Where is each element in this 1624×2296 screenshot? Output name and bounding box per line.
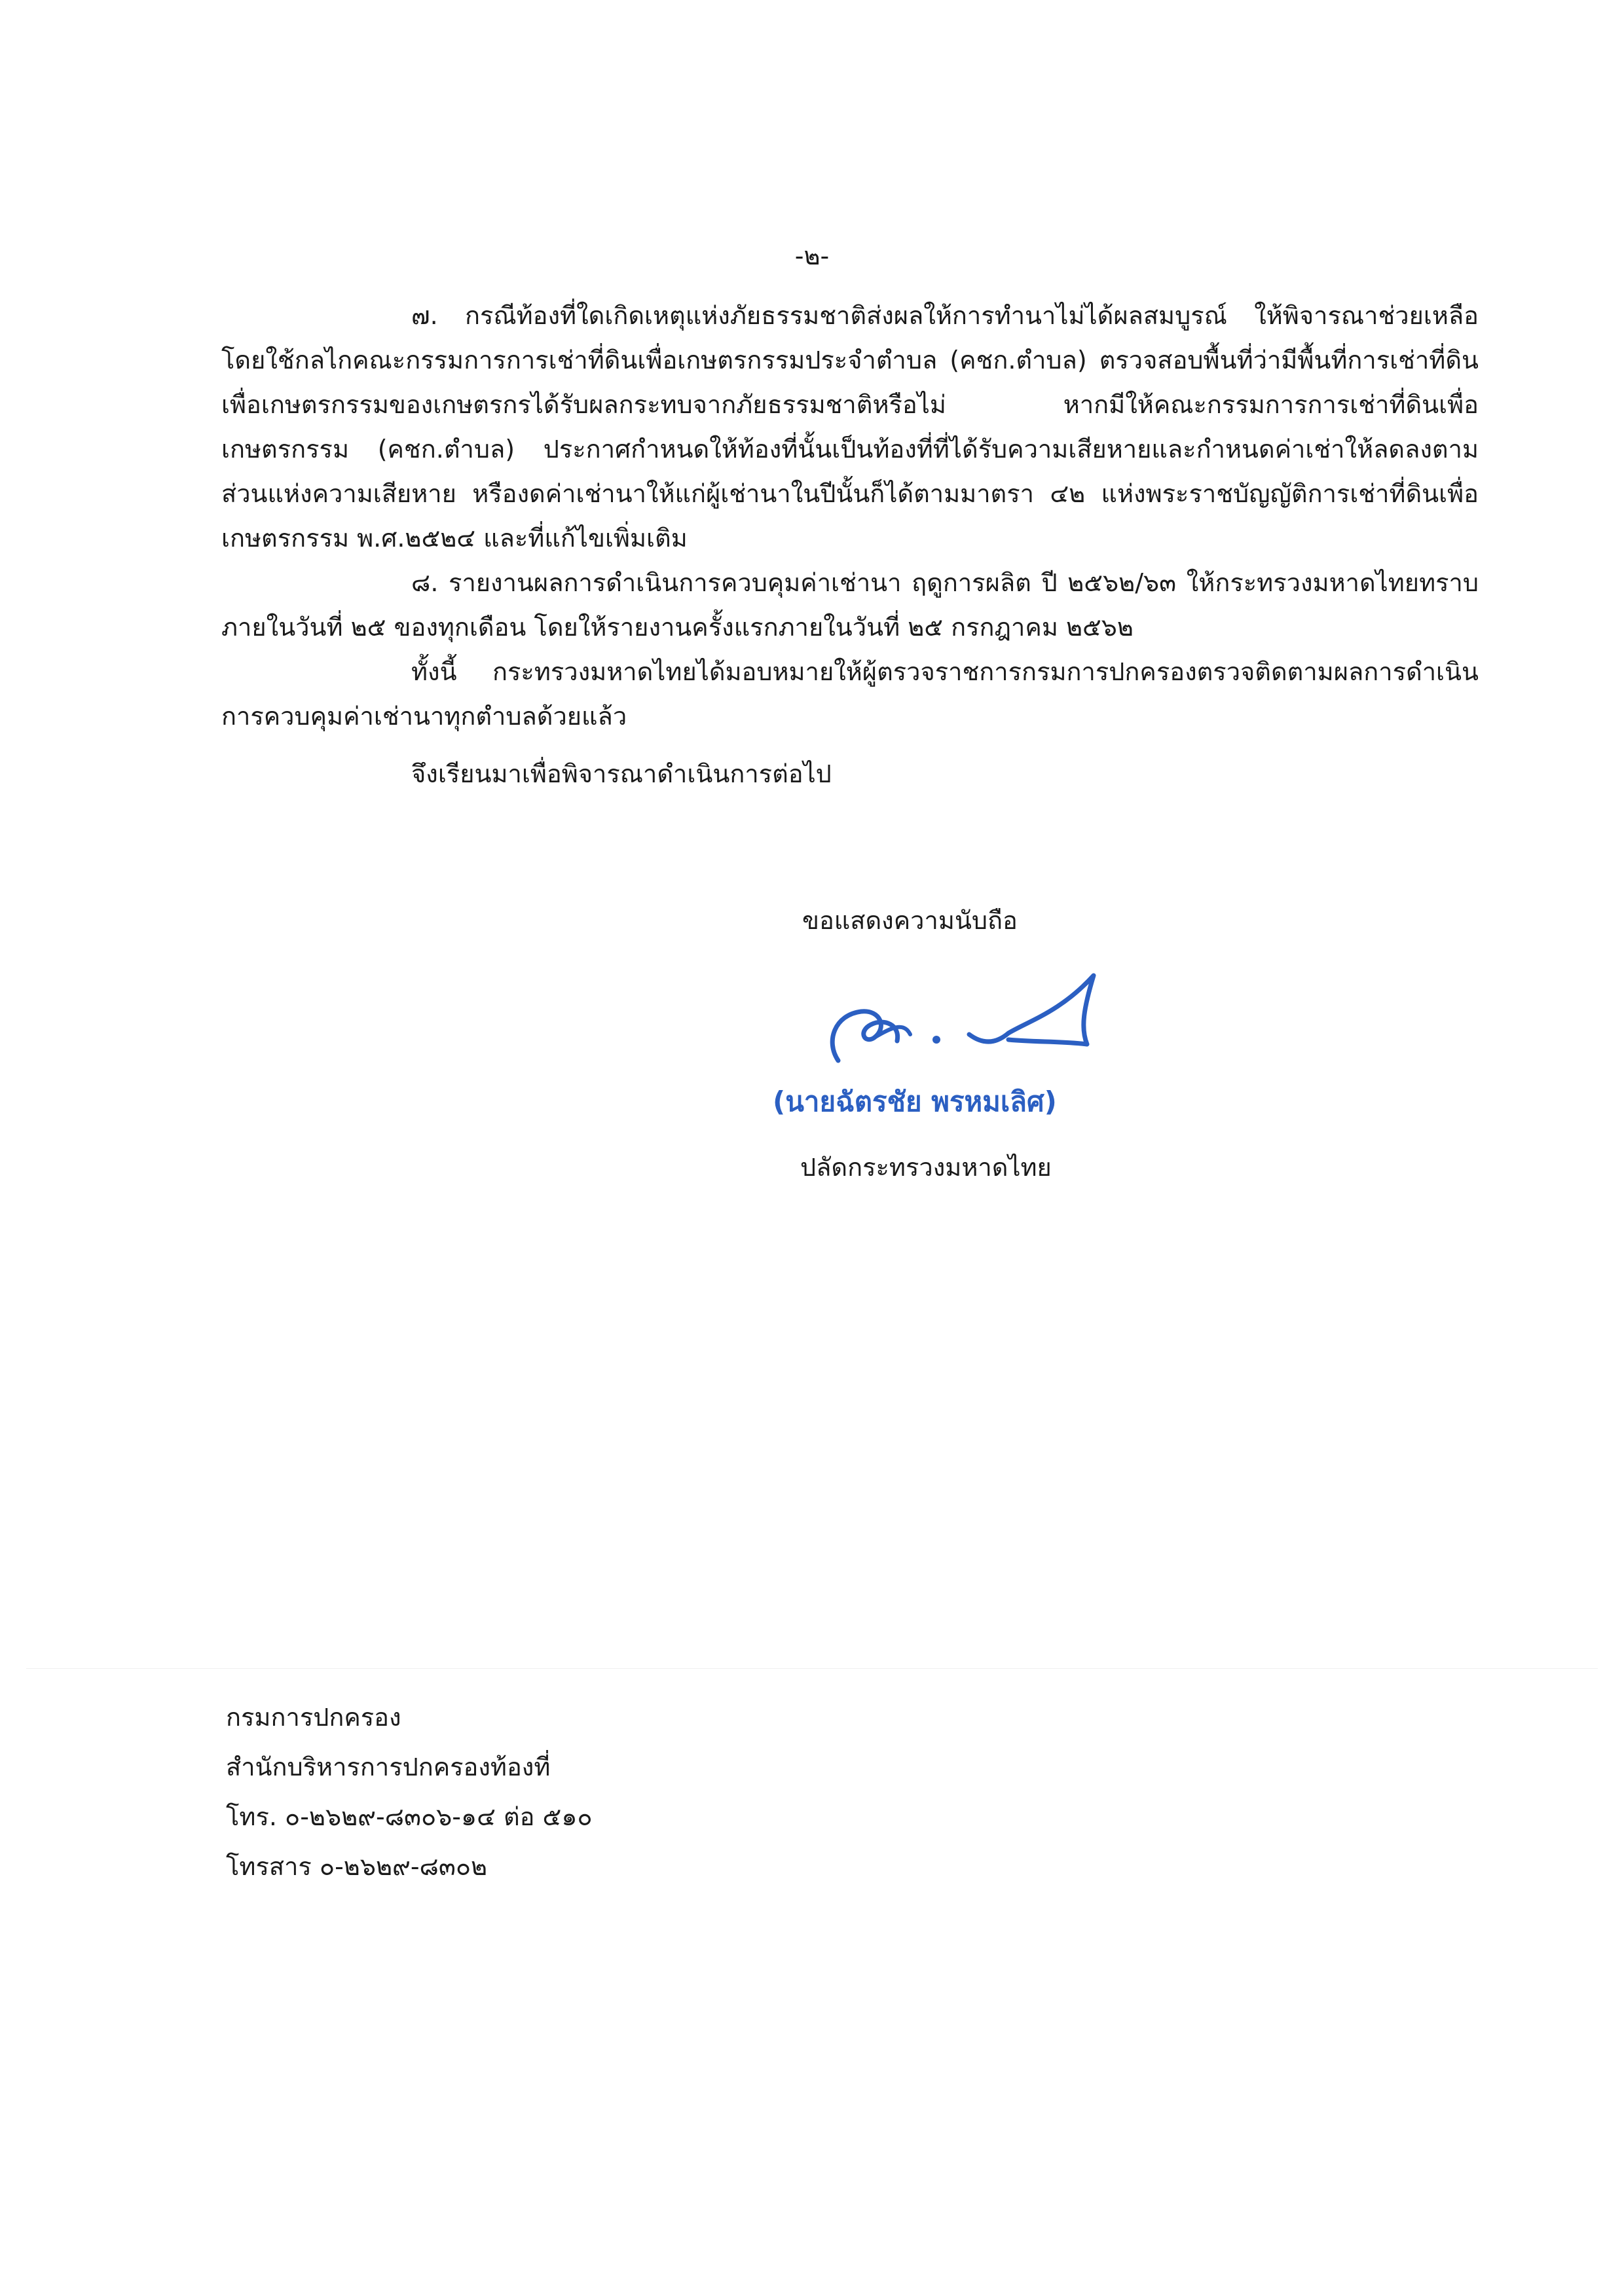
regards-line: ขอแสดงความนับถือ (802, 906, 1018, 935)
footer-office: สำนักบริหารการปกครองท้องที่ (226, 1753, 551, 1781)
paragraph-item-8: ๘. รายงานผลการดำเนินการควบคุมค่าเช่านา ฤดูการผลิต ปี ๒๕๖๒/๖๓ ให้กระทรวงมหาดไทยทราบภายในวันที่ ๒๕ ของทุกเดือน โดยให้รายงานครั้งแรกภายในวันที่ ๒๕ กรกฎาคม ๒๕๖๒ (221, 568, 1479, 642)
divider (26, 1668, 1598, 1669)
paragraph-item-7: ๗. กรณีท้องที่ใดเกิดเหตุแห่งภัยธรรมชาติส่งผลให้การทำนาไม่ได้ผลสมบูรณ์ ให้พิจารณาช่วยเหลือโดยใช้กลไกคณะกรรมการการเช่าที่ดินเพื่อเกษตรกรรมประจำตำบล (คชก.ตำบล) ตรวจสอบพื้นที่ว่ามีพื้นที่การเช่าที่ดินเพื่อเกษตรกรรมของเกษตรกรได้รับผลกระทบจากภัยธรรมชาติหรือไม่ หากมีให้คณะกรรมการการเช่าที่ดินเพื่อเกษตรกรรม (คชก.ตำบล) ประกาศกำหนดให้ท้องที่นั้นเป็นท้องที่ที่ได้รับความเสียหายและกำหนดค่าเช่าให้ลดลงตามส่วนแห่งความเสียหาย หรืองดค่าเช่านาให้แก่ผู้เช่านาในปีนั้นก็ได้ตามมาตรา ๔๒ แห่งพระราชบัญญัติการเช่าที่ดินเพื่อเกษตรกรรม พ.ศ.๒๕๒๔ และที่แก้ไขเพิ่มเติม (221, 301, 1479, 553)
footer-department: กรมการปกครอง (226, 1703, 401, 1732)
footer-fax: โทรสาร ๐-๒๖๒๙-๘๓๐๒ (226, 1852, 488, 1881)
signer-name: (นายฉัตรชัย พรหมเลิศ) (773, 1085, 1057, 1118)
closing-line: จึงเรียนมาเพื่อพิจารณาดำเนินการต่อไป (411, 759, 832, 788)
footer-phone: โทร. ๐-๒๖๒๙-๘๓๐๖-๑๔ ต่อ ๕๑๐ (226, 1802, 593, 1831)
paragraph-assignment: ทั้งนี้ กระทรวงมหาดไทยได้มอบหมายให้ผู้ตรวจราชการกรมการปกครองตรวจติดตามผลการดำเนินการควบคุมค่าเช่านาทุกตำบลด้วยแล้ว (221, 657, 1479, 731)
footer-contact (226, 1692, 593, 1891)
letter-body (221, 293, 1479, 796)
handwritten-signature (812, 962, 1126, 1080)
signer-title: ปลัดกระทรวงมหาดไทย (800, 1153, 1052, 1182)
page-number: -๒- (794, 242, 830, 270)
